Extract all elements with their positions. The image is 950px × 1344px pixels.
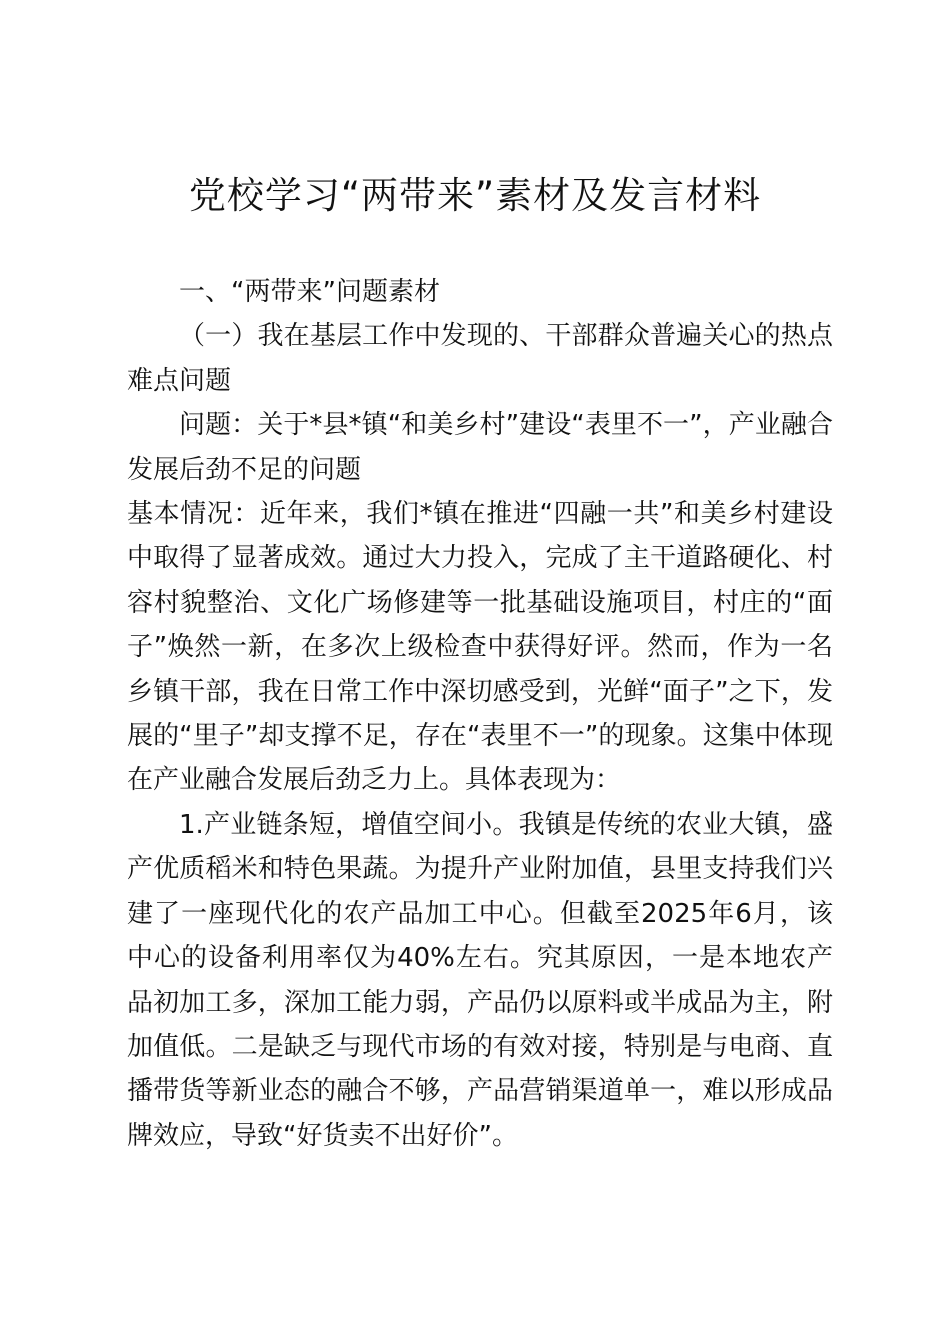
document-title: 党校学习“两带来”素材及发言材料: [188, 174, 762, 217]
section-heading: 一、“两带来”问题素材: [179, 277, 440, 307]
subsection-heading: （一）我在基层工作中发现的、干部群众普遍关心的热点难点问题: [127, 321, 833, 396]
problem-statement: 问题：关于*县*镇“和美乡村”建设“表里不一”，产业融合发展后劲不足的问题: [127, 410, 833, 485]
point-1-paragraph: 1.产业链条短，增值空间小。我镇是传统的农业大镇，盛产优质稻米和特色果蔬。为提升产业附加值，县里支持我们兴建了一座现代化的农产品加工中心。但截至2025年6月，该中心的设备利用率仅为40%左右。究其原因，一是本地农产品初加工多，深加工能力弱，产品仍以原料或半成品为主，附加值低。二是缺乏与现代市场的有效对接，特别是与电商、直播带货等新业态的融合不够，产品营销渠道单一，难以形成品牌效应，导致“好货卖不出好价”。: [127, 809, 833, 1151]
document-body: [127, 270, 833, 1158]
basic-situation-paragraph: 基本情况：近年来，我们*镇在推进“四融一共”和美乡村建设中取得了显著成效。通过大力投入，完成了主干道路硬化、村容村貌整治、文化广场修建等一批基础设施项目，村庄的“面子”焕然一新，在多次上级检查中获得好评。然而，作为一名乡镇干部，我在日常工作中深切感受到，光鲜“面子”之下，发展的“里子”却支撑不足，存在“表里不一”的现象。这集中体现在产业融合发展后劲乏力上。具体表现为：: [127, 499, 833, 796]
